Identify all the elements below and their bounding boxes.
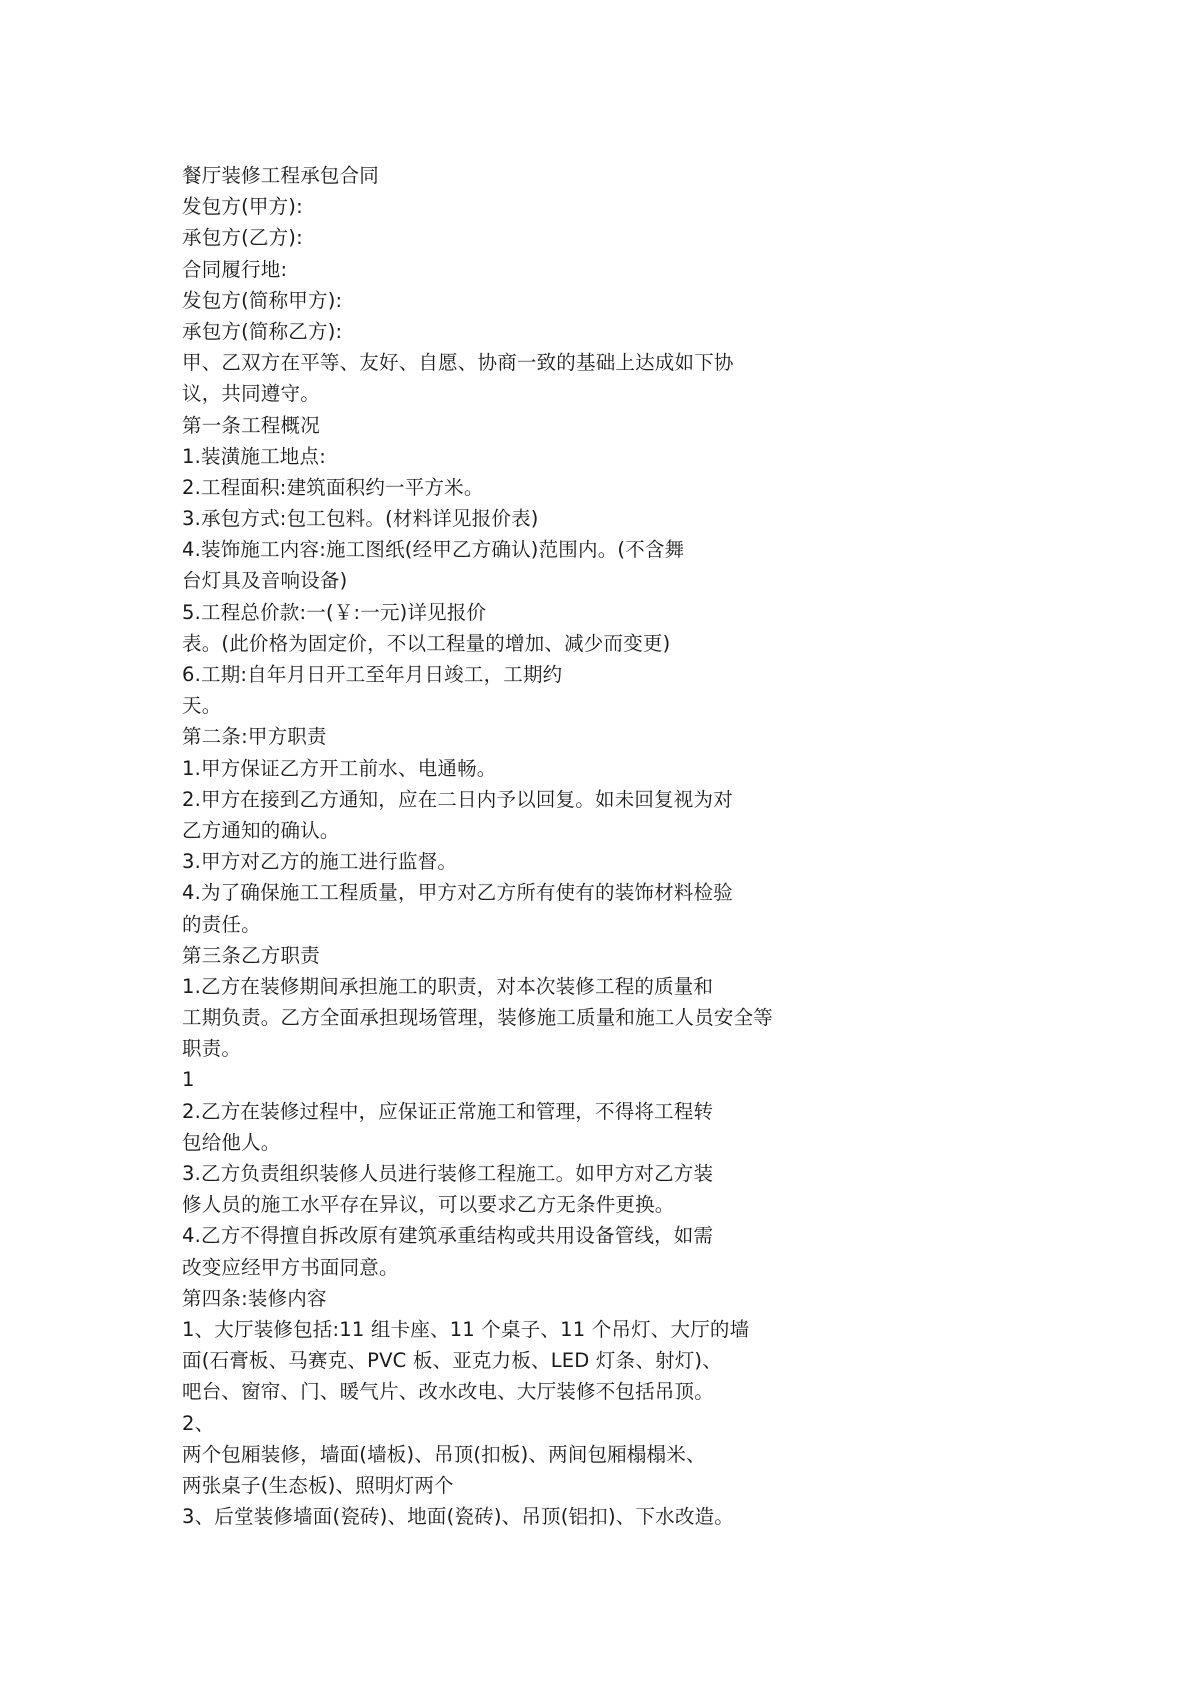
article-3-clause: 3.乙方负责组织装修人员进行装修工程施工。如甲方对乙方装 — [182, 1162, 714, 1185]
article-4-clause: 1、大厅装修包括:11 组卡座、11 个桌子、11 个吊灯、大厅的墙 — [182, 1317, 750, 1341]
article-4-clause: 两个包厢装修，墙面(墙板)、吊顶(扣板)、两间包厢榻榻米、 — [182, 1442, 706, 1466]
article-2-clause: 3.甲方对乙方的施工进行监督。 — [182, 850, 458, 874]
article-3-clause: 职责。 — [182, 1037, 242, 1061]
party-b-label: 承包方(乙方): — [182, 226, 303, 250]
article-4-heading: 第四条:装修内容 — [182, 1286, 327, 1310]
article-3-clause: 1.乙方在装修期间承担施工的职责，对本次装修工程的质量和 — [182, 974, 714, 998]
article-3-clause: 4.乙方不得擅自拆改原有建筑承重结构或共用设备管线，如需 — [182, 1224, 714, 1248]
article-4-clause: 两张桌子(生态板)、照明灯两个 — [182, 1473, 454, 1497]
article-3-clause: 工期负责。乙方全面承担现场管理，装修施工质量和施工人员安全等 — [182, 1006, 774, 1030]
article-1-clause: 1.装潢施工地点: — [182, 444, 326, 468]
article-3-clause: 包给他人。 — [182, 1130, 281, 1154]
contract-title: 餐厅装修工程承包合同 — [182, 164, 380, 187]
article-1-clause: 2.工程面积:建筑面积约一平方米。 — [182, 475, 484, 499]
article-1-clause: 6.工期:自年月日开工至年月日竣工，工期约 — [182, 663, 563, 686]
article-4-clause: 面(石膏板、马赛克、PVC 板、亚克力板、LED 灯条、射灯)、 — [182, 1349, 722, 1373]
party-a-label: 发包方(甲方): — [182, 195, 303, 219]
article-2-clause: 4.为了确保施工工程质量，甲方对乙方所有使有的装饰材料检验 — [182, 881, 733, 905]
article-2-clause: 乙方通知的确认。 — [182, 818, 340, 842]
article-4-clause: 吧台、窗帘、门、暖气片、改水改电、大厅装修不包括吊顶。 — [182, 1380, 714, 1404]
preamble-line: 甲、乙双方在平等、友好、自愿、协商一致的基础上达成如下协 — [182, 351, 734, 375]
article-2-clause: 1.甲方保证乙方开工前水、电通畅。 — [182, 756, 497, 780]
article-3-clause: 修人员的施工水平存在异议，可以要求乙方无条件更换。 — [182, 1193, 675, 1217]
contract-body — [182, 160, 1062, 1532]
article-1-clause: 4.装饰施工内容:施工图纸(经甲乙方确认)范围内。(不含舞 — [182, 538, 685, 562]
party-b-short-label: 承包方(简称乙方): — [182, 319, 343, 343]
article-2-clause: 2.甲方在接到乙方通知，应在二日内予以回复。如未回复视为对 — [182, 787, 733, 811]
performance-location-label: 合同履行地: — [182, 257, 288, 281]
article-4-clause: 2、 — [182, 1411, 215, 1435]
article-1-clause: 天。 — [182, 694, 222, 718]
article-1-heading: 第一条工程概况 — [182, 413, 320, 437]
article-3-clause: 2.乙方在装修过程中，应保证正常施工和管理，不得将工程转 — [182, 1099, 714, 1123]
article-1-clause: 3.承包方式:包工包料。(材料详见报价表) — [182, 507, 539, 531]
article-2-clause: 的责任。 — [182, 912, 261, 936]
article-3-clause: 改变应经甲方书面同意。 — [182, 1255, 399, 1279]
article-1-clause: 台灯具及音响设备) — [182, 569, 348, 593]
preamble-line: 议，共同遵守。 — [182, 382, 320, 406]
article-1-clause: 5.工程总价款:一(￥:一元)详见报价 — [182, 600, 487, 624]
article-4-clause: 3、后堂装修墙面(瓷砖)、地面(瓷砖)、吊顶(铝扣)、下水改造。 — [182, 1505, 734, 1529]
article-1-clause: 表。(此价格为固定价，不以工程量的增加、减少而变更) — [182, 631, 671, 655]
party-a-short-label: 发包方(简称甲方): — [182, 288, 343, 312]
article-3-heading: 第三条乙方职责 — [182, 943, 320, 967]
page-number: 1 — [182, 1068, 195, 1092]
article-2-heading: 第二条:甲方职责 — [182, 725, 327, 749]
